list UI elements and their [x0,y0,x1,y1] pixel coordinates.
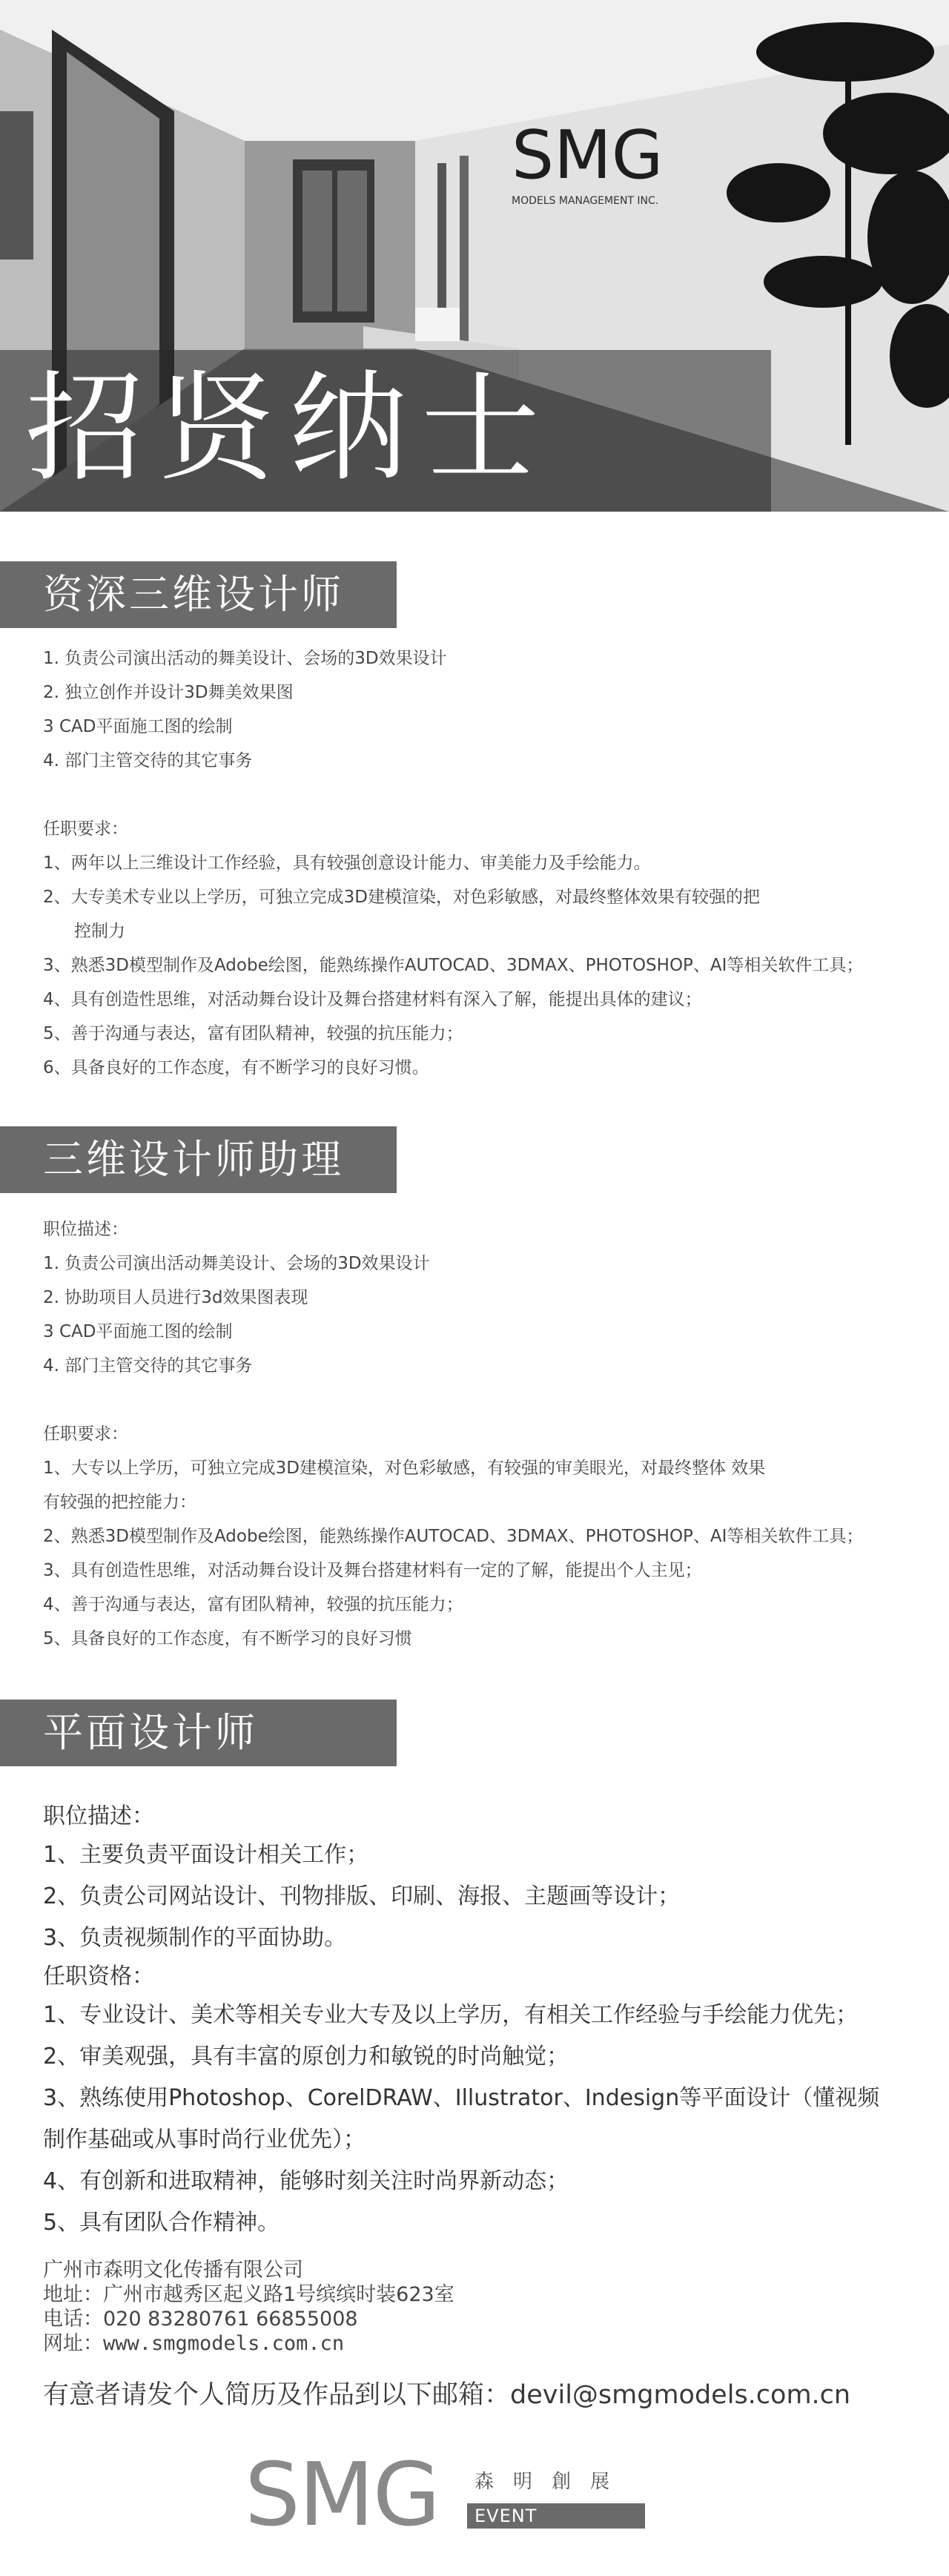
list-item: 4. 部门主管交待的其它事务 [43,1356,253,1375]
list-item: 4、具有创造性思维，对活动舞台设计及舞台搭建材料有深入了解，能提出具体的建议； [43,990,702,1009]
list-item: 5、具有团队合作精神。 [43,2210,280,2236]
section-title: 三维设计师助理 [43,1136,344,1183]
list-item: 2、大专美术专业以上学历，可独立完成3D建模渲染，对色彩敏感，对最终整体效果有较强的把 [43,888,760,907]
list-item: 3 CAD平面施工图的绘制 [43,717,233,736]
list-item: 1、两年以上三维设计工作经验，具有较强创意设计能力、审美能力及手绘能力。 [43,853,651,873]
section-header-3d-designer-assistant [0,1126,397,1193]
section-title: 平面设计师 [43,1709,258,1756]
company-address: 地址：广州市越秀区起义路1号缤缤时装623室 [43,2283,454,2306]
list-item: 1. 负责公司演出活动舞美设计、会场的3D效果设计 [43,1254,430,1273]
list-item-continuation: 制作基础或从事时尚行业优先）； [43,2127,366,2153]
list-item-continuation: 有较强的把控能力： [43,1493,196,1512]
company-name: 广州市森明文化传播有限公司 [43,2259,303,2282]
list-item: 2. 独立创作并设计3D舞美效果图 [43,683,294,702]
section-header-senior-3d-designer [0,561,397,628]
list-item: 4、善于沟通与表达，富有团队精神，较强的抗压能力； [43,1595,463,1614]
requirements-heading: 任职要求： [43,1424,128,1444]
description-heading: 职位描述： [43,1803,154,1829]
contact-info [43,2258,918,2356]
list-item: 3、负责视频制作的平面协助。 [43,1925,347,1951]
list-item: 2. 协助项目人员进行3d效果图表现 [43,1288,308,1307]
description-heading: 职位描述： [43,1220,128,1239]
list-item: 2、审美观强，具有丰富的原创力和敏锐的时尚触觉； [43,2044,569,2070]
list-item: 1、主要负责平面设计相关工作； [43,1842,369,1868]
list-item: 3、具有创造性思维，对活动舞台设计及舞台搭建材料有一定的了解，能提出个人主见； [43,1561,702,1580]
list-item: 5、具备良好的工作态度，有不断学习的良好习惯 [43,1629,412,1648]
company-website-link[interactable]: 网址：www.smgmodels.com.cn [43,2332,345,2355]
list-item: 3、熟悉3D模型制作及Adobe绘图，能熟练操作AUTOCAD、3DMAX、PHOTOSHOP、AI等相关软件工具； [43,956,864,975]
wall-sign-brand: SMG [512,116,664,194]
list-item: 5、善于沟通与表达，富有团队精神，较强的抗压能力； [43,1024,463,1043]
list-item: 6、具备良好的工作态度，有不断学习的良好习惯。 [43,1058,429,1077]
list-item: 2、熟悉3D模型制作及Adobe绘图，能熟练操作AUTOCAD、3DMAX、PHOTOSHOP、AI等相关软件工具； [43,1527,864,1546]
footer-logo-brand: SMG [245,2443,440,2546]
list-item: 2、负责公司网站设计、刊物排版、印刷、海报、主题画等设计； [43,1883,681,1909]
page-title: 招贤纳士 [25,359,554,498]
list-item-continuation: 控制力 [74,922,125,941]
list-item: 4. 部门主管交待的其它事务 [43,751,253,770]
section-header-graphic-designer [0,1700,397,1766]
list-item: 3 CAD平面施工图的绘制 [43,1322,233,1341]
list-item: 1、专业设计、美术等相关专业大专及以上学历，有相关工作经验与手绘能力优先； [43,2002,859,2028]
list-item: 1. 负责公司演出活动的舞美设计、会场的3D效果设计 [43,649,447,668]
section-body-3d-designer-assistant [43,1212,918,1656]
section-title: 资深三维设计师 [43,571,344,618]
footer-logo [245,2443,660,2552]
footer-logo-sub: EVENT MANAGEMENT [467,2503,645,2529]
hero-banner [0,0,949,512]
company-phone: 电话：020 83280761 66855008 [43,2308,358,2331]
footer-logo-cn: 森明創展 [474,2471,629,2493]
list-item: 3、熟练使用Photoshop、CorelDRAW、Illustrator、Indesign等平面设计（懂视频 [43,2085,880,2111]
section-body-graphic-designer [43,1799,918,2244]
requirements-heading: 任职资格： [43,1964,154,1989]
section-body-senior-3d-designer [43,641,918,1085]
requirements-heading: 任职要求： [43,819,128,839]
apply-email-line[interactable]: 有意者请发个人简历及作品到以下邮箱：devil@smgmodels.com.cn [43,2380,851,2410]
list-item: 4、有创新和进取精神，能够时刻关注时尚界新动态； [43,2168,569,2194]
wall-sign-sub: MODELS MANAGEMENT INC. [512,195,659,207]
list-item: 1、大专以上学历，可独立完成3D建模渲染，对色彩敏感，有较强的审美眼光，对最终整体 效果 [43,1459,766,1478]
